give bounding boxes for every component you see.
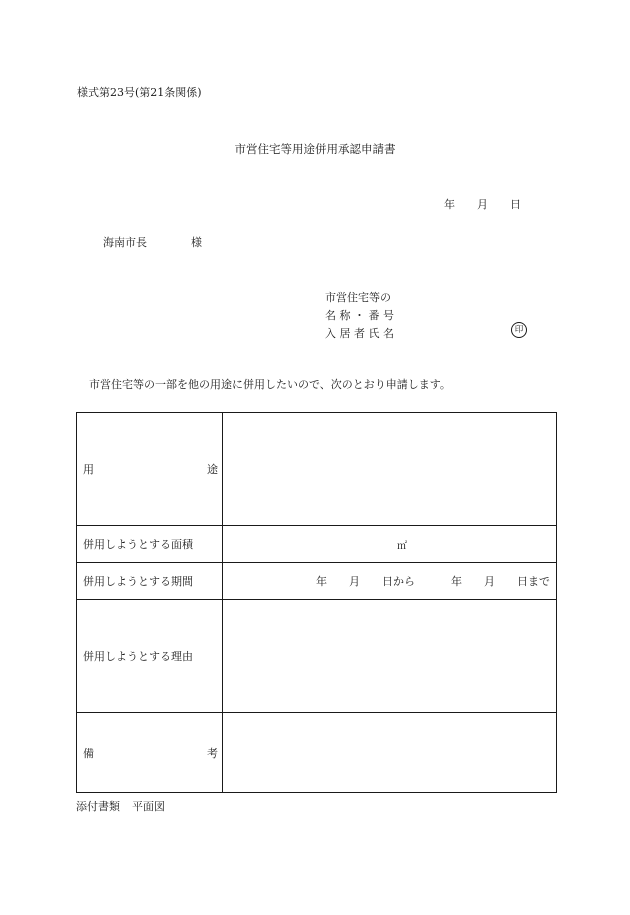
applicant-line-housing: 市営住宅等の	[325, 291, 391, 304]
reason-label: 併用しようとする理由	[77, 600, 223, 713]
document-title: 市営住宅等用途併用承認申請書	[234, 142, 396, 156]
usage-label	[77, 413, 223, 526]
area-unit: ㎡	[397, 540, 407, 552]
area-field[interactable]	[223, 526, 557, 563]
date-line	[444, 199, 521, 210]
application-statement: 市営住宅等の一部を他の用途に併用したいので、次のとおり申請します。	[89, 378, 451, 391]
form-number: 様式第23号(第21条関係)	[77, 86, 202, 99]
period-year-1: 年	[316, 575, 327, 588]
date-year-label: 年	[444, 198, 455, 211]
date-month-label: 月	[477, 198, 488, 211]
addressee-name: 海南市長	[103, 236, 147, 249]
application-table	[76, 412, 557, 793]
table-row-area	[77, 526, 557, 563]
date-day-label: 日	[510, 198, 521, 211]
attachments-item: 平面図	[132, 800, 165, 813]
remarks-label	[77, 713, 223, 793]
period-from: 日から	[382, 575, 415, 588]
applicant-line-resident-name: 入 居 者 氏 名	[325, 327, 394, 340]
period-until: 日まで	[517, 575, 550, 588]
applicant-block	[325, 292, 394, 346]
table-row-usage	[77, 413, 557, 526]
period-year-2: 年	[451, 575, 462, 588]
period-month-1: 月	[349, 575, 360, 588]
table-row-reason	[77, 600, 557, 713]
usage-label-char-1: 用	[83, 463, 94, 476]
usage-field[interactable]	[223, 413, 557, 526]
usage-label-char-2: 途	[207, 463, 218, 476]
table-row-period	[77, 563, 557, 600]
period-month-2: 月	[484, 575, 495, 588]
remarks-label-char-2: 考	[207, 746, 218, 760]
applicant-line-name-number: 名 称 ・ 番 号	[325, 309, 394, 322]
attachments-label: 添付書類	[76, 800, 120, 813]
addressee	[103, 237, 202, 248]
reason-field[interactable]	[223, 600, 557, 713]
remarks-field[interactable]	[223, 713, 557, 793]
area-label: 併用しようとする面積	[77, 526, 223, 563]
remarks-label-char-1: 備	[83, 746, 94, 760]
period-field[interactable]	[223, 563, 557, 600]
addressee-honorific: 様	[191, 236, 202, 249]
attachments	[76, 801, 165, 812]
table-row-remarks	[77, 713, 557, 793]
period-template	[223, 573, 556, 589]
seal-mark: 印	[511, 322, 527, 338]
period-label: 併用しようとする期間	[77, 563, 223, 600]
